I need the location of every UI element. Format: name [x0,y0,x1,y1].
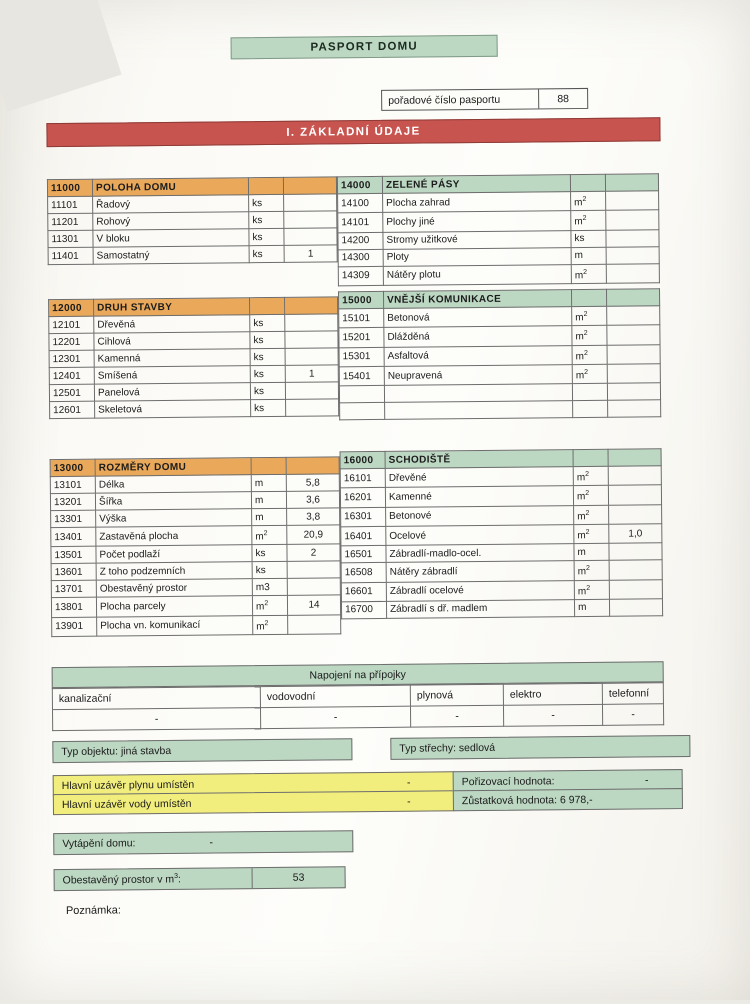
row-value [284,211,337,229]
pasport-number-field [381,88,588,111]
row-name: Počet podlaží [96,545,252,563]
block-rozmery-domu [50,456,342,637]
row-name: Zábradlí ocelové [386,580,574,601]
gas-shutoff-value: - [406,776,411,789]
value-header [286,457,339,475]
row-unit: ks [250,348,285,365]
row-name [385,401,573,420]
row-code: 12101 [49,316,94,333]
row-code: 11401 [48,247,93,264]
row-value: 1,0 [609,524,662,544]
row-value [285,331,338,349]
row-code: 12301 [49,350,94,367]
row-code [339,386,384,403]
row-value [287,578,340,596]
row-name: Ocelové [386,525,574,546]
row-code: 16700 [341,601,386,618]
block-code: 14000 [337,176,382,193]
row-value [606,246,659,264]
row-value [607,364,660,384]
row-value [288,614,341,634]
row-name: Panelová [94,383,250,401]
acquisition-value-label: Pořizovací hodnota: [461,774,555,788]
connections-col-plynova: plynová [410,684,503,706]
value-header [605,174,658,192]
pasport-number-label: pořadové číslo pasportu [388,93,501,107]
row-code: 13301 [51,510,96,527]
gas-shutoff-label: Hlavní uzávěr plynu umístěn [61,778,195,792]
row-unit: ks [250,331,285,348]
row-value [609,599,662,617]
row-value: 3,6 [286,491,339,509]
block-code: 12000 [49,299,94,316]
block-title: VNĚJŠÍ KOMUNIKACE [383,290,571,309]
row-code: 14200 [338,232,383,249]
block-title: DRUH STAVBY [94,298,250,316]
row-code: 14101 [338,213,383,233]
row-code: 16501 [341,546,386,563]
unit-header [570,174,605,191]
table-row [50,399,339,419]
row-name: Plocha zahrad [383,192,571,213]
row-value [285,348,338,366]
connections-col-elektro: elektro [503,683,602,705]
row-name: Nátěry zábradlí [386,561,574,582]
table-druh-stavby [48,296,339,419]
row-code [340,403,385,420]
row-unit: ks [250,314,285,331]
building-volume-value: 53 [252,867,345,888]
row-value: 14 [287,595,340,615]
row-value [285,382,338,400]
row-unit: ks [249,194,284,211]
block-zelene-pasy [337,173,660,286]
connections-val-telefonni: - [602,704,663,726]
row-name: V bloku [93,229,249,247]
row-unit [573,401,608,418]
row-code: 12601 [50,401,95,418]
row-unit: $m^2$ [252,525,287,545]
row-name: Výška [96,509,252,527]
row-unit: ks [249,228,284,245]
row-name: Plocha parcely [96,596,252,617]
row-unit: ks [249,211,284,228]
residual-value-row [453,788,683,811]
table-schodiste [340,448,664,619]
block-code: 15000 [339,291,384,308]
row-name: Řadový [93,195,249,213]
row-value [609,543,662,561]
table-rozmery-domu [50,456,342,637]
row-unit: m [574,599,609,616]
row-name: Kamenné [385,486,573,507]
table-row [52,614,341,636]
row-code: 14100 [338,193,383,213]
row-name: Šířka [95,492,251,510]
row-unit: $m^2$ [574,561,609,581]
row-unit: $m^2$ [574,505,609,525]
heating-value: - [209,836,214,849]
row-name: Dřevěné [385,467,573,488]
row-unit: ks [251,399,286,416]
row-unit: m [571,247,606,264]
document-title: PASPORT DOMU [231,35,498,60]
row-name: Kamenná [94,349,250,367]
table-row [48,245,337,265]
connections-section [52,661,665,731]
residual-value-value [612,799,682,800]
value-header [606,289,659,307]
row-name: Neupravená [384,365,572,386]
residual-value-label: Zůstatková hodnota: 6 978,- [461,793,593,807]
row-value [609,504,662,524]
water-shutoff-label: Hlavní uzávěr vody umístěn [61,797,192,811]
row-value [284,228,337,246]
row-name: Obestavěný prostor [96,579,252,597]
block-code: 13000 [50,459,95,476]
block-title: POLOHA DOMU [92,178,248,196]
row-value [609,560,662,580]
connections-value-row [52,704,663,731]
acquisition-value-value: - [644,773,649,786]
row-value: 3,8 [287,508,340,526]
connections-val-kanalizacni: - [52,708,260,731]
row-name: Z toho podzemních [96,562,252,580]
row-value [607,325,660,345]
block-title: ZELENÉ PÁSY [382,175,570,194]
row-value [608,400,661,418]
row-code: 15401 [339,366,384,386]
row-unit: ks [571,230,606,247]
row-name: Zábradlí s dř. madlem [386,600,574,619]
row-unit: $m^2$ [574,580,609,600]
row-value [609,579,662,599]
connections-table [52,682,664,731]
row-value: 1 [285,365,338,383]
row-unit: m [574,544,609,561]
row-unit: m [251,474,286,491]
row-name: Délka [95,475,251,493]
row-value [607,383,660,401]
row-name: Betonová [384,307,572,328]
row-name: Plochy jiné [383,211,571,232]
row-name: Asfaltová [384,345,572,366]
row-code: 12201 [49,333,94,350]
row-value [606,229,659,247]
row-value: 2 [287,544,340,562]
row-code: 13401 [51,527,96,547]
row-unit: $m^2$ [573,466,608,486]
row-name: Stromy užitkové [383,230,571,249]
row-name: Dřevěná [94,315,250,333]
table-zelene-pasy [337,173,660,286]
row-code: 13901 [52,617,97,637]
row-value [608,466,661,486]
row-name [384,384,572,403]
row-code: 15301 [339,347,384,367]
connections-col-telefonni: telefonní [602,683,663,705]
row-unit [572,384,607,401]
row-unit: $m^2$ [572,306,607,326]
row-code: 16201 [340,488,385,508]
block-code: 16000 [340,451,385,468]
section-band-basic-data: I. ZÁKLADNÍ ÚDAJE [46,117,660,147]
row-name: Samostatný [93,246,249,264]
pasport-number-value: 88 [538,89,587,108]
row-code: 13801 [51,598,96,618]
row-code: 13101 [50,476,95,493]
row-code: 11201 [48,213,93,230]
row-unit: ks [249,245,284,262]
table-row [340,400,661,420]
row-code: 11301 [48,230,93,247]
typ-strechy-field: Typ střechy: sedlová [390,735,690,760]
row-name: Ploty [383,247,571,266]
row-value: 5,8 [286,474,339,492]
block-title: ROZMĚRY DOMU [95,458,251,476]
block-poloha-domu [47,176,338,265]
typ-objektu-field: Typ objektu: jiná stavba [52,738,352,763]
connections-val-vodovodni: - [260,706,410,728]
row-name: Zábradlí-madlo-ocel. [386,544,574,563]
building-volume-field [54,866,346,891]
row-code: 15201 [339,328,384,348]
row-code: 14300 [338,249,383,266]
unit-header [571,289,606,306]
row-unit: $m^2$ [252,596,287,616]
connections-val-elektro: - [503,704,602,726]
row-code: 13701 [51,581,96,598]
row-code: 12501 [49,384,94,401]
row-unit: $m^2$ [573,486,608,506]
row-name: Plocha vn. komunikací [97,615,253,636]
row-value [284,194,337,212]
row-code: 15101 [339,308,384,328]
row-unit: $m^2$ [572,364,607,384]
row-value [606,210,659,230]
row-unit: $m^2$ [572,326,607,346]
row-unit: $m^2$ [571,191,606,211]
value-header [285,297,338,315]
block-title: SCHODIŠTĚ [385,450,573,469]
row-value [287,561,340,579]
row-unit: $m^2$ [571,264,606,284]
row-unit: ks [250,382,285,399]
connections-val-plynova: - [410,705,503,727]
row-name: Skeletová [95,400,251,418]
row-value [285,314,338,332]
row-value [286,399,339,417]
row-name: Cihlová [94,332,250,350]
row-value [606,191,659,211]
row-unit: $m^2$ [571,211,606,231]
row-unit: ks [252,562,287,579]
water-shutoff-value: - [407,795,411,808]
row-value [606,263,659,283]
row-unit: ks [252,545,287,562]
row-unit: m [251,491,286,508]
row-code: 14309 [338,266,383,286]
block-vnejsi-komunikace [338,288,661,420]
row-unit: ks [250,365,285,382]
row-name: Rohový [93,212,249,230]
block-druh-stavby [48,296,339,419]
row-name: Zastavěná plocha [96,526,252,547]
value-header [608,449,661,467]
heating-field [53,830,353,855]
row-code: 13201 [50,493,95,510]
table-row [338,263,659,285]
unit-header [251,457,286,474]
row-unit: m [252,508,287,525]
row-value [608,485,661,505]
row-code: 16508 [341,563,386,583]
value-header [283,177,336,195]
row-unit: $m^2$ [253,615,288,635]
building-volume-label: Obestavěný prostor v $m^3$: [62,872,181,887]
connections-col-kanalizacni: kanalizační [52,687,260,710]
row-code: 16601 [341,582,386,602]
row-name: Smíšená [94,366,250,384]
row-code: 16301 [341,507,386,527]
row-value: 1 [284,245,337,263]
block-schodiste [340,448,664,619]
note-label: Poznámka: [65,904,122,917]
row-name: Betonové [386,505,574,526]
row-code: 12401 [49,367,94,384]
row-unit: m3 [252,579,287,596]
unit-header [573,449,608,466]
row-code: 13601 [51,564,96,581]
table-poloha-domu [47,176,338,265]
heating-label: Vytápění domu: [62,837,136,851]
table-vnejsi-komunikace [338,288,661,420]
row-code: 13501 [51,547,96,564]
unit-header [250,297,285,314]
row-name: Dlážděná [384,326,572,347]
row-code: 16401 [341,526,386,546]
table-row [341,599,662,619]
row-value [607,306,660,326]
row-value: 20,9 [287,525,340,545]
row-name: Nátěry plotu [383,264,571,285]
row-unit: $m^2$ [574,524,609,544]
row-code: 11101 [48,196,93,213]
unit-header [248,177,283,194]
connections-title: Napojení na přípojky [52,661,664,688]
row-code: 16101 [340,468,385,488]
row-unit: $m^2$ [572,345,607,365]
block-code: 11000 [47,179,92,196]
connections-col-vodovodni: vodovodní [260,685,410,707]
utilities-values-section [53,769,681,815]
water-shutoff-row [53,790,455,815]
row-value [607,344,660,364]
